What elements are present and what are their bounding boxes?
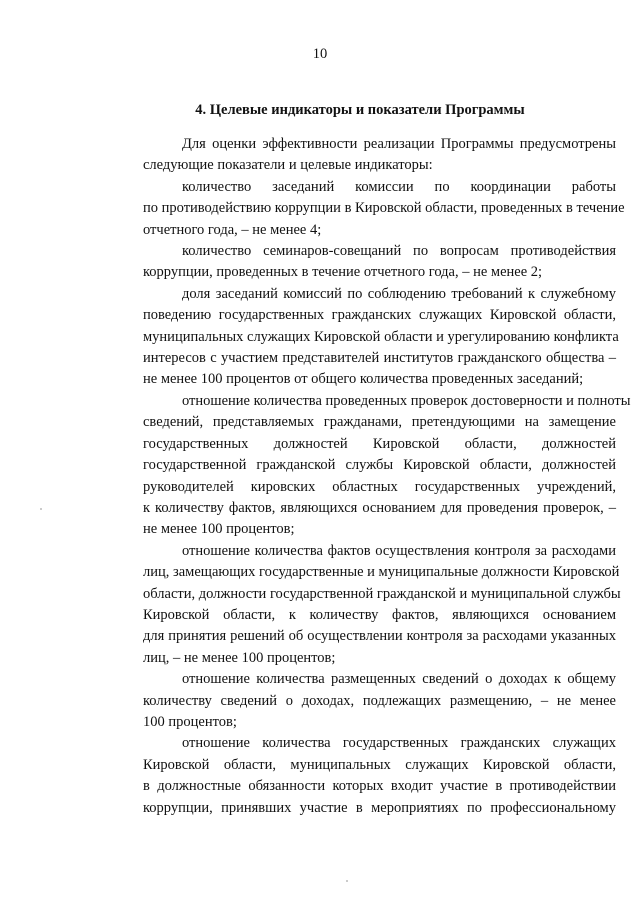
text-line: 100 процентов; [143,713,237,730]
text-line: к количеству фактов, являющихся основанием для проведения проверок, – [143,499,616,516]
text-line: отношение количества фактов осуществления контроля за расходами [182,542,616,559]
text-line: интересов с участием представителей институтов гражданского общества – [143,350,616,367]
text-line: государственных должностей Кировской области, должностей [143,435,616,452]
text-line: государственной гражданской службы Кировской области, должностей [143,457,616,474]
text-line: не менее 100 процентов; [143,521,295,538]
text-line: не менее 100 процентов от общего количества проведенных заседаний; [143,371,584,388]
text-line: поведению государственных гражданских служащих Кировской области, [143,307,616,324]
text-line: доля заседаний комиссий по соблюдению требований к служебному [182,285,616,302]
text-line: для принятия решений об осуществлении контроля за расходами указанных [143,628,616,645]
text-line: отношение количества размещенных сведений о доходах к общему [182,671,616,688]
paragraph-indicator-expense-control [104,541,621,669]
body-text [104,134,631,819]
text-line: количеству сведений о доходах, подлежащих размещению, – не менее [143,692,616,709]
paragraph-intro [104,134,616,177]
text-line: отношение количества проведенных проверок достоверности и полноты [182,392,631,409]
text-line: области, должности государственной гражданской и муниципальной службы [143,585,621,602]
text-line: коррупции, проведенных в течение отчетного года, – не менее 2; [143,264,543,281]
text-line: количество семинаров-совещаний по вопросам противодействия [182,243,616,260]
text-line: лиц, замещающих государственные и муниципальные должности Кировской [143,564,620,581]
text-line: отчетного года, – не менее 4; [143,221,322,238]
paragraph-indicator-training [104,733,616,819]
text-line: сведений, представляемых гражданами, претендующими на замещение [143,414,616,431]
text-line: лиц, – не менее 100 процентов; [143,649,336,666]
page-number: 10 [312,46,328,62]
text-line: Для оценки эффективности реализации Программы предусмотрены [182,136,616,152]
text-line: по противодействию коррупции в Кировской области, проведенных в течение [143,200,625,217]
text-line: следующие показатели и целевые индикаторы: [143,157,433,174]
text-line: Кировской области, к количеству фактов, являющихся основанием [143,606,616,623]
text-line: Кировской области, муниципальных служащих Кировской области, [143,756,616,773]
paragraph-indicator-verification-checks [104,391,631,541]
paragraph-indicator-commission-meetings [104,177,625,241]
section-heading: 4. Целевые индикаторы и показатели Программы [195,102,525,118]
paragraph-indicator-income-disclosure [104,669,616,733]
paragraph-indicator-conduct-commissions [104,284,619,391]
text-line: муниципальных служащих Кировской области и урегулированию конфликта [143,328,619,345]
text-line: отношение количества государственных гражданских служащих [182,735,616,752]
text-line: в должностные обязанности которых входит участие в противодействии [143,778,616,795]
scan-speck [40,508,42,510]
text-line: количество заседаний комиссии по координации работы [182,178,616,195]
text-line: руководителей кировских областных государственных учреждений, [143,478,616,495]
scan-speck [346,880,348,882]
text-line: коррупции, принявших участие в мероприятиях по профессиональному [143,799,616,816]
paragraph-indicator-seminars [104,241,616,284]
